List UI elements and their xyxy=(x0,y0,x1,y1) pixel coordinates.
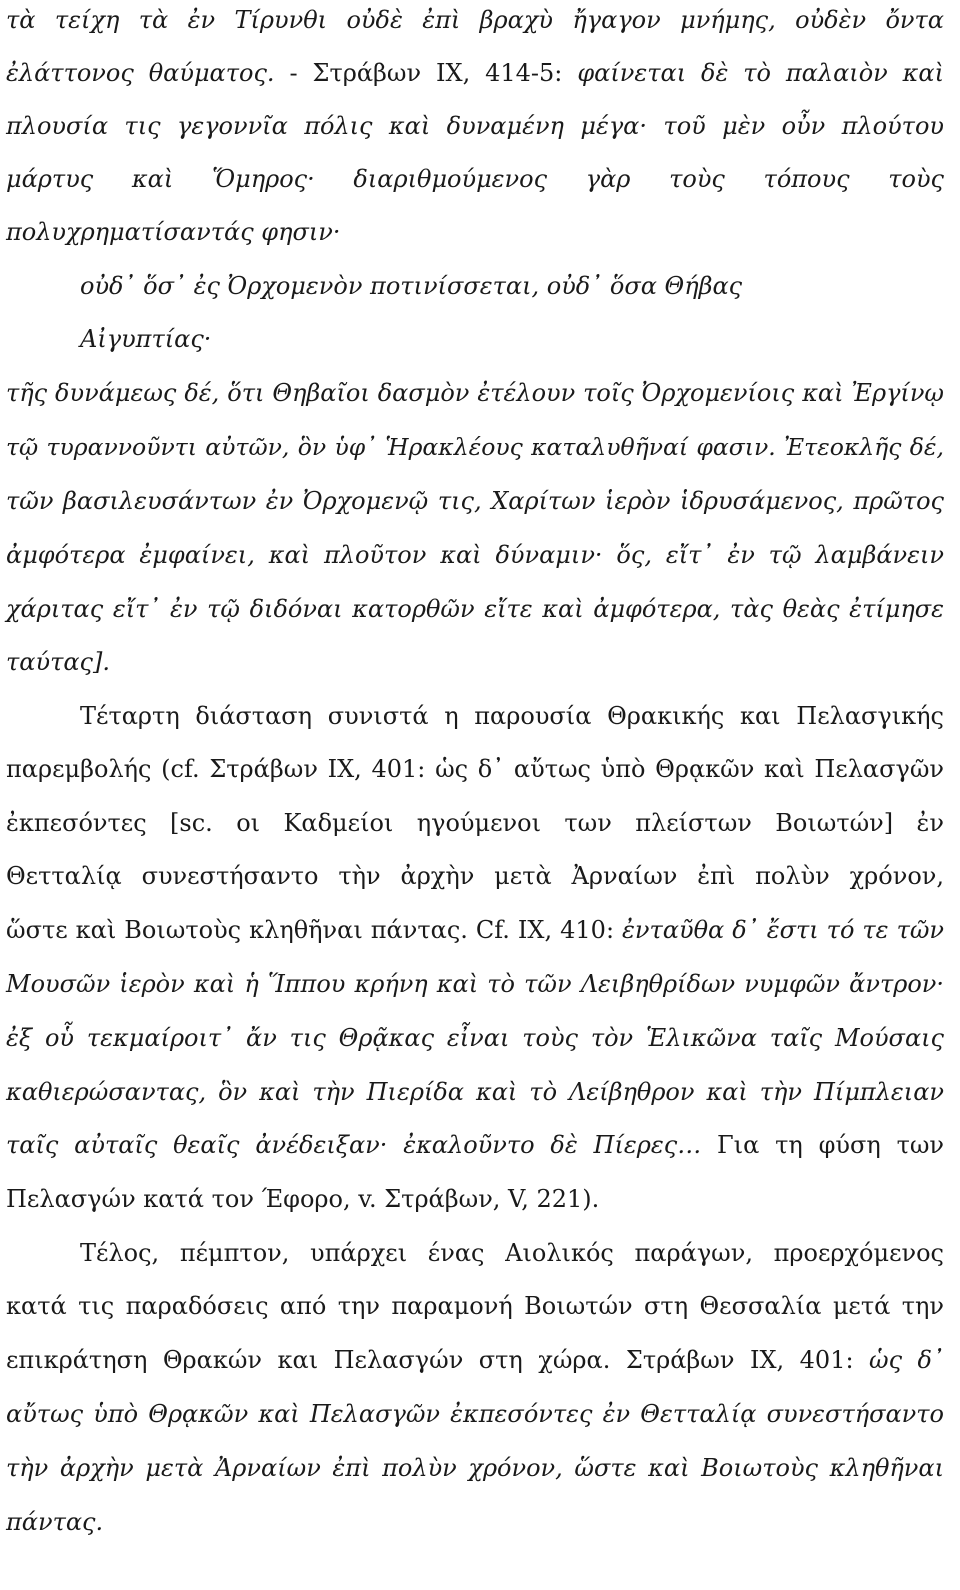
text-segment: ἐλάττονος θαύματος. xyxy=(6,59,290,87)
text-line xyxy=(6,1128,944,1162)
text-line: τὰ τείχη τὰ ἐν Τίρυνθι οὐδὲ ἐπὶ βραχὺ ἤγαγον μνήμης, οὐδὲν ὄντα xyxy=(6,6,944,34)
text-segment: ταῖς αὐταῖς θεαῖς ἀνέδειξαν· ἐκαλοῦντο δὲ Πίερες… xyxy=(6,1131,718,1159)
text-line: τῶν βασιλευσάντων ἐν Ὀρχομενῷ τις, Χαρίτων ἱερὸν ἱδρυσάμενος, πρῶτος xyxy=(6,487,944,515)
text-line xyxy=(6,1343,944,1377)
text-line: Θετταλίᾳ συνεστήσαντο τὴν ἀρχὴν μετὰ Ἀρναίων ἐπὶ πολὺν χρόνον, xyxy=(6,862,944,890)
text-line: ταύτας]. xyxy=(6,648,110,676)
text-line: κατά τις παραδόσεις από την παραμονή Βοιωτών στη Θεσσαλία μετά την xyxy=(6,1292,944,1320)
text-line: Πελασγών κατά τον Έφορο, v. Στράβων, V, 221). xyxy=(6,1185,600,1213)
text-line: τῆς δυνάμεως δέ, ὅτι Θηβαῖοι δασμὸν ἐτέλουν τοῖς Ὀρχομενίοις καὶ Ἐργίνῳ xyxy=(6,379,944,407)
text-line: τῷ τυραννοῦντι αὐτῶν, ὃν ὑφ᾽ Ἡρακλέους καταλυθῆναί φασιν. Ἐτεοκλῆς δέ, xyxy=(6,433,944,461)
text-line: πολυχρηματίσαντάς φησιν· xyxy=(6,218,341,246)
text-line: πάντας. xyxy=(6,1508,104,1536)
text-line: πλουσία τις γεγοννῖα πόλις καὶ δυναμένη μέγα· τοῦ μὲν οὖν πλούτου xyxy=(6,112,944,140)
paragraph-start-line: Τέταρτη διάσταση συνιστά η παρουσία Θρακικής και Πελασγικής xyxy=(80,702,944,730)
text-line: παρεμβολής (cf. Στράβων IX, 401: ὡς δ᾽ αὔτως ὑπὸ Θρᾳκῶν καὶ Πελασγῶν xyxy=(6,755,944,783)
quote-line: οὐδ᾽ ὅσ᾽ ἐς Ὀρχομενὸν ποτινίσσεται, οὐδ᾽ ὅσα Θήβας xyxy=(80,272,743,300)
paragraph-start-line: Τέλος, πέμπτον, υπάρχει ένας Αιολικός παράγων, προερχόμενος xyxy=(80,1239,944,1267)
text-line: Μουσῶν ἱερὸν καὶ ἡ Ἵππου κρήνη καὶ τὸ τῶν Λειβηθρίδων νυμφῶν ἄντρον· xyxy=(6,970,944,998)
text-line: χάριτας εἴτ᾽ ἐν τῷ διδόναι κατορθῶν εἴτε καὶ ἀμφότερα, τὰς θεὰς ἐτίμησε xyxy=(6,595,944,623)
text-line: μάρτυς καὶ Ὅμηρος· διαριθμούμενος γὰρ τοὺς τόπους τοὺς xyxy=(6,165,944,193)
text-segment: φαίνεται δὲ τὸ παλαιὸν καὶ xyxy=(577,59,945,87)
text-line: ἀμφότερα ἐμφαίνει, καὶ πλοῦτον καὶ δύναμιν· ὅς, εἴτ᾽ ἐν τῷ λαμβάνειν xyxy=(6,541,944,569)
text-line: ἐκπεσόντες [sc. οι Καδμείοι ηγούμενοι των πλείστων Βοιωτών] ἐν xyxy=(6,809,944,837)
text-segment: ὥστε καὶ Βοιωτοὺς κληθῆναι πάντας. Cf. IX, 410: xyxy=(6,916,623,944)
text-line xyxy=(6,56,944,90)
text-segment: Για τη φύση των xyxy=(717,1131,945,1159)
text-segment: - Στράβων IX, 414-5: xyxy=(289,59,578,87)
quote-line: Αἰγυπτίας· xyxy=(80,325,212,353)
text-line: τὴν ἀρχὴν μετὰ Ἀρναίων ἐπὶ πολὺν χρόνον, ὥστε καὶ Βοιωτοὺς κληθῆναι xyxy=(6,1454,944,1482)
text-line: αὔτως ὑπὸ Θρᾳκῶν καὶ Πελασγῶν ἐκπεσόντες ἐν Θετταλίᾳ συνεστήσαντο xyxy=(6,1400,944,1428)
text-segment: επικράτηση Θρακών και Πελασγών στη χώρα. Στράβων IX, 401: xyxy=(6,1346,870,1374)
text-segment: ἐνταῦθα δ᾽ ἔστι τό τε τῶν xyxy=(622,916,945,944)
text-line: ἐξ οὗ τεκμαίροιτ᾽ ἄν τις Θρᾷκας εἶναι τοὺς τὸν Ἑλικῶνα ταῖς Μούσαις xyxy=(6,1024,944,1052)
text-line: καθιερώσαντας, ὃν καὶ τὴν Πιερίδα καὶ τὸ Λείβηθρον καὶ τὴν Πίμπλειαν xyxy=(6,1078,944,1106)
text-segment: ὡς δ᾽ xyxy=(869,1346,945,1374)
text-line xyxy=(6,913,944,947)
